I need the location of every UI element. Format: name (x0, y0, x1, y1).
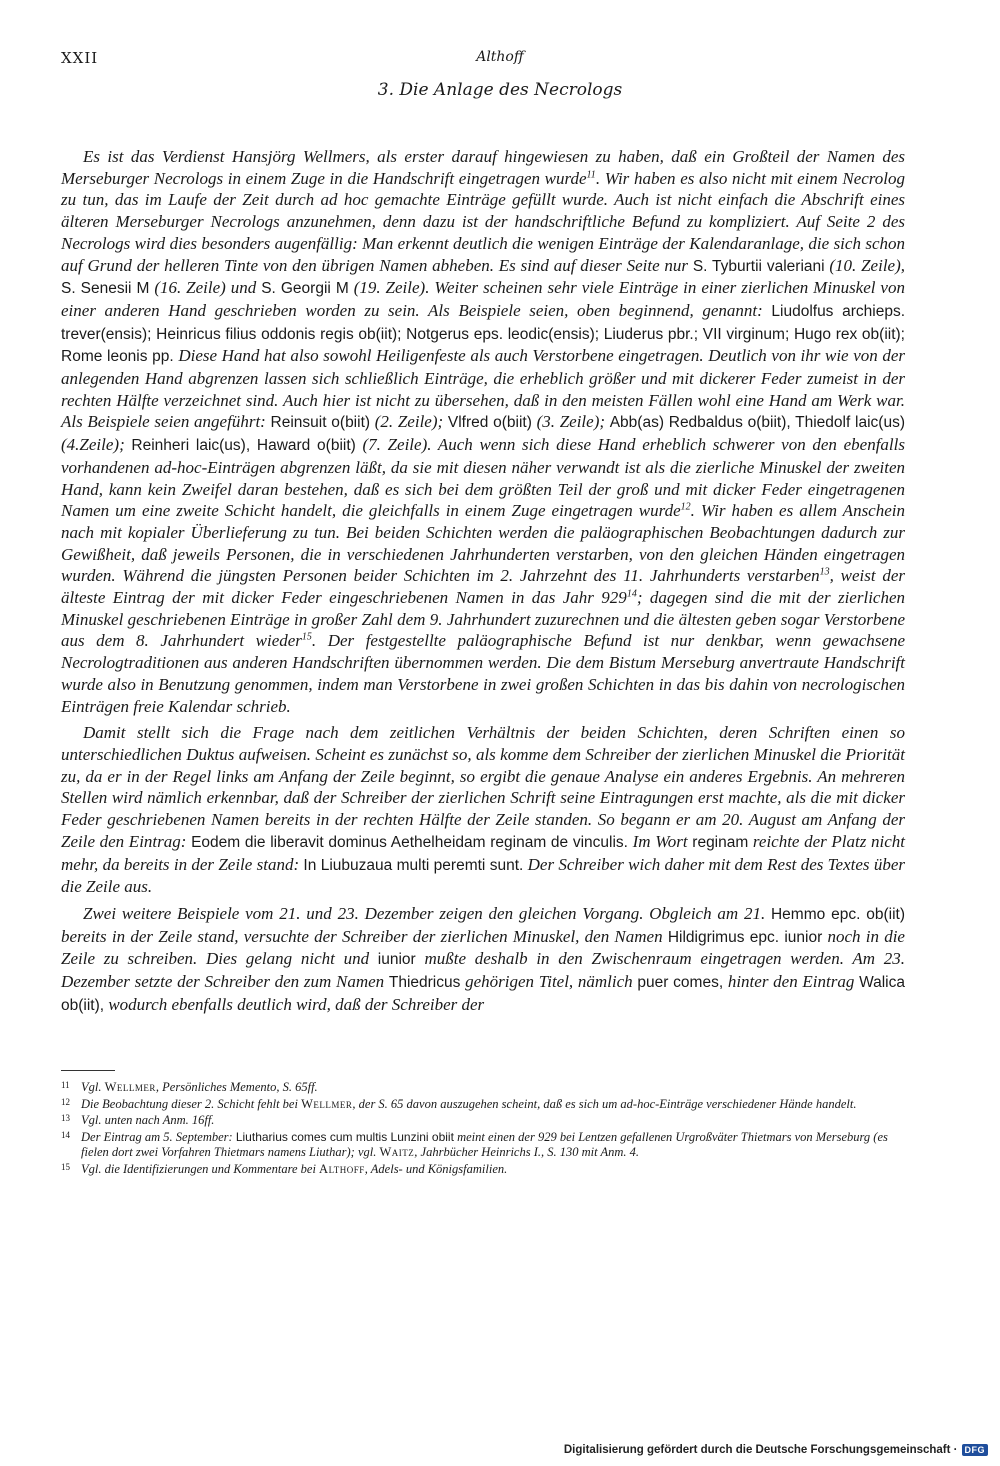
footnote-number: 15 (61, 1161, 70, 1172)
section-title: 3. Die Anlage des Necrologs (377, 80, 623, 100)
footnote-ref: 12 (680, 501, 691, 513)
footnote-ref: 11 (586, 169, 596, 181)
footnote-ref: 14 (626, 588, 637, 600)
footnote (61, 1097, 905, 1113)
source-quote: S. Tyburtii valeriani (692, 257, 825, 275)
text-run: Damit stellt sich die Frage nach dem zeitlichen Verhältnis der beiden Schichten, deren Schriften einen so unterschiedlichen Duktus aufweisen. Scheint es zunächst so, als komme dem Schreiber der zierlichen Minuskel die Priorität zu, da er in der Regel links am Anfang der Zeile beginnt, so ergibt die genaue Analyse ein anderes Ergebnis. An mehreren Stellen wird nämlich erkennbar, daß der Schreiber der zierlichen Schrift seine Eintragungen erst machte, als die mit dicker Feder geschriebenen Namen bereits in der rechten Hälfte der Zeile standen. So begann er am 20. August am Anfang der Zeile den Eintrag: (61, 723, 905, 851)
footnote-ref: 15 (301, 631, 312, 643)
text-run: hinter den Eintrag (723, 972, 860, 992)
text-run: reichte der Platz nicht mehr, da bereits in der Zeile stand: (61, 831, 905, 874)
source-quote: iunior (377, 951, 416, 969)
text-run: noch in die Zeile zu schreiben. Dies gelang nicht und (61, 926, 905, 969)
text-run: . Wir haben es allem Anschein nach mit kopialer Überlieferung zu tun. Bei beiden Schichten werden die paläographischen Beobachtungen dadurch zur Gewißheit, daß jeweils Personen, die in verschiedenen Jahrhunderten verstarben, von den gleichen Händen eingetragen wurden. Während die jüngsten Personen beider Schichten im 2. Jahrzehnt des 11. Jahrhunderts verstarben (61, 501, 905, 586)
page-number: XXII (61, 49, 99, 67)
text-run: Es ist das Verdienst Hansjörg Wellmers, als erster darauf hingewiesen zu haben, daß ein Großteil der Namen des Merseburger Necrologs in einem Zuge in die Handschrift eingetragen wurde (61, 147, 905, 188)
author-name: Wellmer (104, 1080, 156, 1094)
body-text (61, 146, 905, 1021)
author-name: Wellmer (301, 1096, 353, 1111)
text-run: , weist der älteste Eintrag der mit dicker Feder eingeschriebenen Namen in das Jahr 929 (61, 566, 905, 608)
footnote-number: 12 (61, 1096, 70, 1107)
author-name: Waitz (379, 1145, 415, 1160)
text-run: (19. Zeile). Weiter scheinen sehr viele Einträge in einer zierlichen Minuskel von einer anderen Hand geschrieben worden zu sein. Als Beispiele seien, oben beginnend, genannt: (61, 278, 905, 320)
source-quote: Liudolfus archieps. trever(ensis); Heinricus filius oddonis regis ob(iit); Notgerus eps. leodic(ensis); Liuderus pbr.; VII virginum; Hugo rex ob(iit); Rome leonis pp. (61, 302, 905, 366)
footnote-ref: 13 (819, 566, 830, 578)
text-run: , Jahrbücher Heinrichs I., S. 130 mit Anm. 4. (414, 1145, 640, 1160)
text-run: Vgl. (81, 1080, 105, 1094)
source-quote: Reinsuit o(biit) (270, 414, 371, 432)
text-run: Im Wort (628, 831, 693, 851)
text-run: Diese Hand hat also sowohl Heiligenfeste als auch Verstorbene eingetragen. Deutlich von ihr wie von der anlegenden Hand abgrenzen lassen sich schließlich Einträge, die erheblich größer und mit dickerer Feder zumeist in der rechten Hälfte verzeichnet sind. Auch hier ist nicht zu übersehen, daß in den meisten Fällen wohl eine Hand am Werk war. Als Beispiele seien angeführt: (61, 346, 906, 432)
text-run: gehörigen Titel, nämlich (460, 972, 638, 992)
text-run: Die Beobachtung dieser 2. Schicht fehlt bei (81, 1096, 302, 1111)
text-run: (4.Zeile); (61, 435, 132, 455)
text-run: Der Eintrag am 5. September: (81, 1129, 236, 1144)
text-run: Vgl. die Identifizierungen und Kommentare bei (81, 1161, 320, 1176)
source-quote: puer comes, (637, 974, 724, 992)
footnote-rule (61, 1070, 115, 1071)
footnote (61, 1113, 905, 1129)
text-run: , Adels- und Königsfamilien. (364, 1161, 508, 1176)
running-head: Althoff (476, 49, 524, 65)
text-run: Zwei weitere Beispiele vom 21. und 23. Dezember zeigen den gleichen Vorgang. Obgleich am 21. (83, 903, 771, 923)
source-quote: Walica ob(iit), (61, 974, 905, 1014)
paragraph (61, 722, 905, 898)
text-run: mußte deshalb in den Zwischenraum eingetragen werden. Am 23. Dezember setzte der Schreiber den zum Namen (61, 949, 905, 992)
dfg-credit (564, 1444, 988, 1456)
footnote-number: 11 (61, 1080, 70, 1090)
text-run: Vgl. unten nach Anm. 16ff. (81, 1113, 215, 1128)
paragraph (61, 903, 905, 1017)
text-run: . Der festgestellte paläographische Befund ist nur denkbar, wenn gewachsene Necrologtraditionen aus anderen Handschriften übernommen werden. Die dem Bistum Merseburg anvertraute Handschrift wurde also in Benutzung genommen, indem man Verstorbene in zwei großen Schichten in das bis dahin von necrologischen Einträgen freie Kalendar schrieb. (61, 631, 905, 716)
text-run: , Persönliches Memento, S. 65ff. (155, 1080, 318, 1094)
text-run: ; dagegen sind die mit der zierlichen Minuskel geschriebenen Einträge in großer Zahl dem 9. Jahrhundert zuzurechnen und die ältesten geben sogar Verstorbene aus dem 8. Jahrhundert wieder (61, 588, 906, 651)
source-quote: Reinheri laic(us), Haward o(biit) (131, 437, 356, 455)
source-quote: Liutharius comes cum multis Lunzini obiit (235, 1129, 454, 1144)
source-quote: S. Georgii M (261, 280, 349, 298)
text-run: . Wir haben es also nicht mit einem Necrolog zu tun, das im Laufe der Zeit durch ad hoc gemachte Einträge gefüllt wurde. Auch ist nicht einfach die Abschrift eines älteren Merseburger Necrologs anzunehmen, denn dazu ist der handschriftliche Befund zu kompliziert. Auf Seite 2 des Necrologs wird dies besonders augenfällig: Man erkennt deutlich die wenigen Einträge der Kalendaranlage, die sich schon auf Grund der helleren Tinte von den übrigen Namen abheben. Es sind auf dieser Seite nur (61, 168, 905, 275)
source-quote: Abb(as) Redbaldus o(biit), Thiedolf laic(us) (609, 414, 905, 432)
footnote (61, 1162, 905, 1178)
text-run: meint einen der 929 bei Lentzen gefallenen Urgroßväter Thietmars von Merseburg (es fielen dort zwei Vorfahren Thietmars namens Liuthar); vgl. (81, 1129, 888, 1160)
source-quote: In Liubuzaua multi peremti sunt. (303, 856, 524, 874)
footnote-number: 14 (61, 1129, 70, 1140)
text-run: (16. Zeile) und (149, 278, 262, 298)
source-quote: Hildigrimus epc. iunior (667, 928, 823, 946)
text-run: Der Schreiber wich daher mit dem Rest des Textes über die Zeile aus. (61, 854, 905, 897)
footnotes (61, 1080, 905, 1179)
text-run: (3. Zeile); (531, 412, 610, 432)
text-run: wodurch ebenfalls deutlich wird, daß der Schreiber der (104, 994, 485, 1014)
source-quote: Vlfred o(biit) (447, 414, 532, 432)
text-run: bereits in der Zeile stand, versuchte der Schreiber der zierlichen Minuskel, den Namen (61, 926, 668, 946)
source-quote: reginam (692, 833, 749, 851)
source-quote: Eodem die liberavit dominus Aethelheidam reginam de vinculis. (191, 833, 628, 851)
credit-text: Digitalisierung gefördert durch die Deutsche Forschungsgemeinschaft · (563, 1444, 958, 1456)
text-run: , der S. 65 davon auszugehen scheint, daß es sich um ad-hoc-Einträge verschiedener Hände handelt. (352, 1096, 857, 1111)
footnote (61, 1130, 905, 1161)
text-run: (10. Zeile), (824, 255, 905, 275)
paragraph (61, 146, 905, 717)
footnote-number: 13 (61, 1113, 70, 1124)
author-name: Althoff (319, 1161, 365, 1176)
text-run: (2. Zeile); (370, 412, 448, 432)
dfg-logo: DFG (962, 1444, 989, 1456)
text-run: (7. Zeile). Auch wenn sich diese Hand erheblich schwerer von den ebenfalls vorhandenen ad-hoc-Einträgen abgrenzen läßt, da sie mit diesen näher verwandt ist als die zierliche Minuskel der zweiten Hand, kann kein Zweifel daran bestehen, daß es sich bei dem größten Teil der groß und mit dicker Feder eingetragenen Namen um eine zweite Schicht handelt, die gleichfalls in einem Zuge eingetragen wurde (61, 435, 905, 521)
source-quote: Thiedricus (388, 974, 461, 992)
footnote (61, 1080, 905, 1096)
source-quote: Hemmo epc. ob(iit) (770, 905, 905, 923)
source-quote: S. Senesii M (61, 280, 150, 298)
